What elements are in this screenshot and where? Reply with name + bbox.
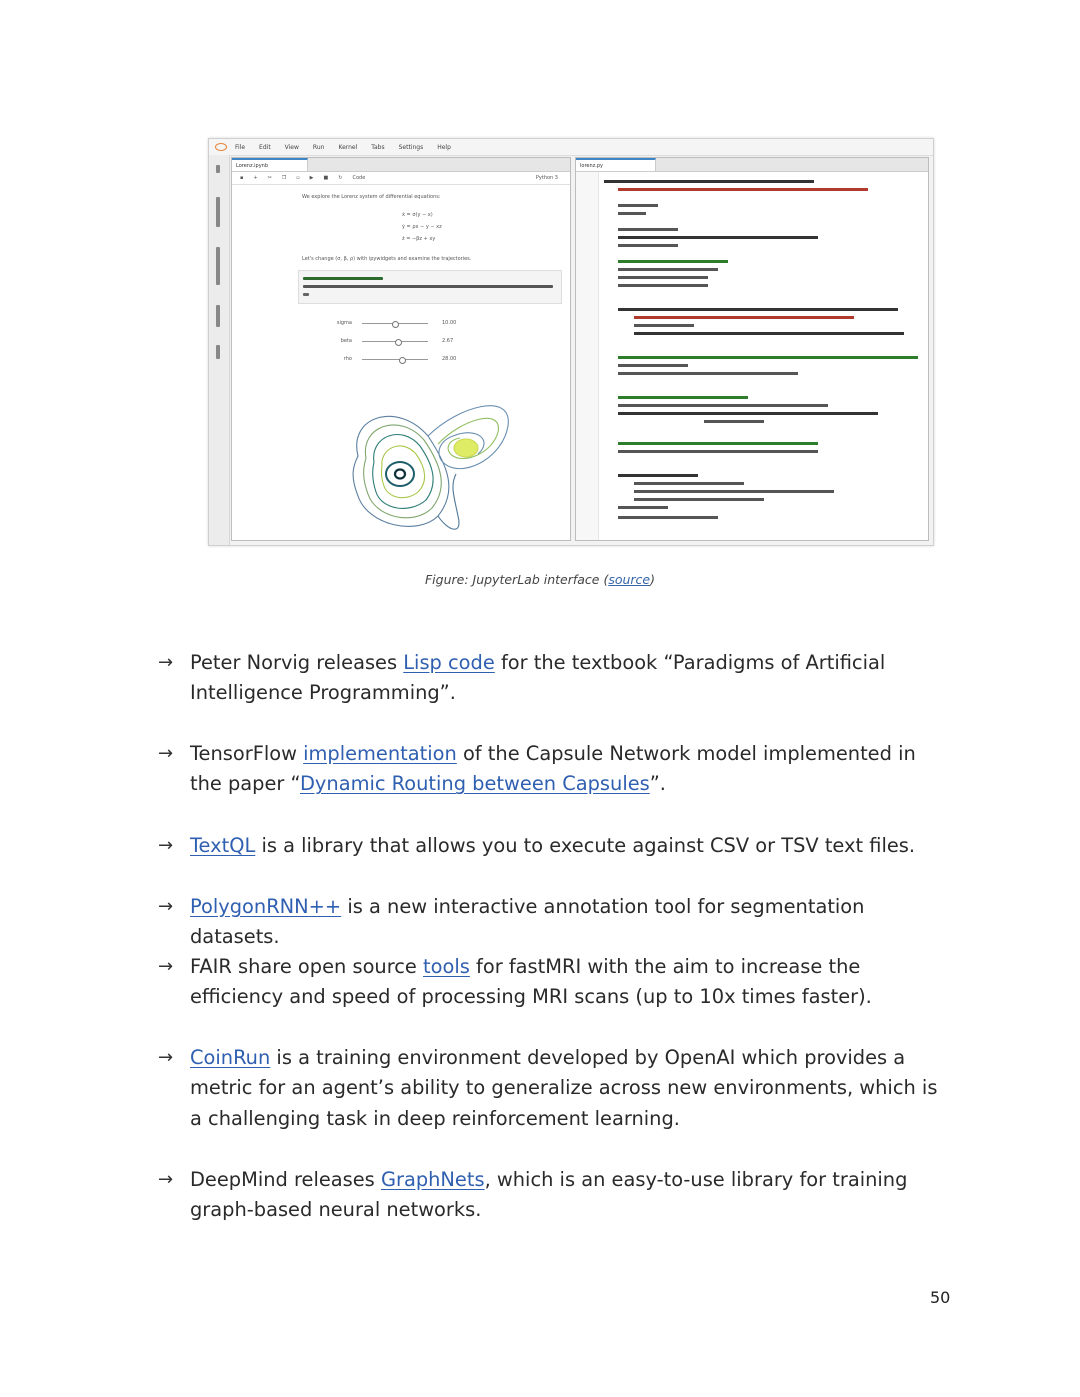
dynamic-routing-paper-link[interactable]: Dynamic Routing between Capsules xyxy=(300,772,650,796)
arrow-icon: → xyxy=(158,956,174,977)
notebook-toolbar xyxy=(232,172,570,185)
caption-prefix: Figure: JupyterLab interface ( xyxy=(424,572,609,587)
item-text-post: is a library that allows you to execute against CSV or TSV text files. xyxy=(255,834,916,857)
restart-icon: ↻ xyxy=(338,175,343,181)
cell-type-select: Code xyxy=(352,175,366,181)
add-cell-icon: + xyxy=(253,175,258,181)
slider-value: 2.67 xyxy=(442,338,454,344)
slider-label: beta xyxy=(340,338,352,344)
equation-2: ẏ = ρx − y − xz xyxy=(402,224,442,230)
slider-sigma xyxy=(328,318,478,328)
item-text-pre: TensorFlow xyxy=(190,742,304,765)
list-item-text xyxy=(190,831,952,861)
list-item-text xyxy=(190,1165,952,1226)
menu-help: Help xyxy=(437,143,451,151)
menu-edit: Edit xyxy=(259,143,271,151)
line-number-gutter xyxy=(576,172,599,540)
textql-link[interactable]: TextQL xyxy=(190,834,256,857)
figure-caption xyxy=(0,572,1080,587)
jupyter-logo-icon xyxy=(215,143,227,151)
tab-editor: lorenz.py xyxy=(576,158,656,171)
slider-beta xyxy=(328,336,478,346)
paste-icon: ▫ xyxy=(296,175,300,181)
fastmri-tools-link[interactable]: tools xyxy=(423,955,470,978)
slider-label: sigma xyxy=(336,320,352,326)
item-text-pre: DeepMind releases xyxy=(190,1168,381,1191)
change-text: Let's change (σ, β, ρ) with ipywidgets and examine the trajectories. xyxy=(302,256,472,262)
menu-run: Run xyxy=(312,143,325,151)
menu-file: File xyxy=(235,143,246,151)
arrow-icon: → xyxy=(158,835,174,856)
menu-settings: Settings xyxy=(398,143,424,151)
copy-icon: ❐ xyxy=(281,175,287,181)
equation-1: ẋ = σ(y − x) xyxy=(402,212,433,218)
code-line xyxy=(303,285,553,288)
folder-icon xyxy=(216,165,220,173)
menu-kernel: Kernel xyxy=(338,143,358,151)
code-line xyxy=(303,277,383,280)
implementation-link[interactable]: implementation xyxy=(303,742,457,765)
notebook-panel xyxy=(231,157,571,541)
item-text-post: is a new interactive annotation tool for segmentation datasets. xyxy=(190,895,865,949)
slider-knob xyxy=(392,321,399,328)
code-line xyxy=(303,293,309,296)
list-item-text xyxy=(190,952,952,1013)
item-text-pre: FAIR share open source xyxy=(190,955,424,978)
slider-value: 28.00 xyxy=(442,356,457,362)
list-item-text xyxy=(190,892,952,953)
coinrun-link[interactable]: CoinRun xyxy=(190,1046,271,1069)
jupyterlab-screenshot xyxy=(208,138,934,546)
page-number: 50 xyxy=(930,1288,951,1307)
lorenz-attractor-plot xyxy=(338,396,528,541)
item-text-post: , which is an easy-to-use library for training graph-based neural networks. xyxy=(190,1168,908,1222)
item-text-post: is a training environment developed by OpenAI which provides a metric for an agent’s ability to generalize across new environments, which is a challenging task in deep reinforcement learning. xyxy=(190,1046,938,1130)
caption-source-link[interactable]: source xyxy=(608,572,651,587)
cut-icon: ✂ xyxy=(267,175,272,181)
arrow-icon: → xyxy=(158,1169,174,1190)
running-tab-icon xyxy=(216,197,220,227)
cell-tools-icon xyxy=(216,305,220,327)
menu-view: View xyxy=(284,143,299,151)
item-text-mid: of the Capsule Network model implemented in the paper “ xyxy=(190,742,916,796)
code-cell xyxy=(298,270,562,304)
list-item-text xyxy=(190,739,952,800)
commands-tab-icon xyxy=(216,247,220,285)
app-menubar xyxy=(209,139,933,156)
slider-label: rho xyxy=(343,356,352,362)
tabs-icon xyxy=(216,345,220,359)
item-text-post: for the textbook “Paradigms of Artificial Intelligence Programming”. xyxy=(190,651,886,705)
code-editor-lines xyxy=(604,176,924,536)
run-icon: ▶ xyxy=(309,175,314,181)
caption-suffix: ) xyxy=(650,572,656,587)
slider-knob xyxy=(399,357,406,364)
list-item-text xyxy=(190,1043,952,1134)
stop-icon: ■ xyxy=(323,175,329,181)
arrow-icon: → xyxy=(158,896,174,917)
slider-rho xyxy=(328,354,478,364)
intro-text: We explore the Lorenz system of differential equations: xyxy=(302,194,441,200)
list-item-text xyxy=(190,648,952,709)
equation-3: ż = −βz + xy xyxy=(402,236,436,242)
save-icon: ▪ xyxy=(240,175,244,181)
menu-tabs: Tabs xyxy=(371,143,385,151)
graphnets-link[interactable]: GraphNets xyxy=(380,1168,485,1191)
arrow-icon: → xyxy=(158,1047,174,1068)
slider-value: 10.00 xyxy=(442,320,457,326)
editor-panel xyxy=(575,157,929,541)
slider-knob xyxy=(395,339,402,346)
slider-track xyxy=(362,359,428,360)
item-text-post: ”. xyxy=(649,772,666,796)
kernel-label: Python 3 xyxy=(535,175,558,181)
item-text-pre: Peter Norvig releases xyxy=(190,651,404,674)
polygonrnn-link[interactable]: PolygonRNN++ xyxy=(190,895,342,918)
activity-sidebar xyxy=(209,155,230,545)
arrow-icon: → xyxy=(158,652,174,673)
arrow-icon: → xyxy=(158,743,174,764)
tab-notebook: Lorenz.ipynb xyxy=(232,158,308,171)
item-text-post: for fastMRI with the aim to increase the efficiency and speed of processing MRI scans (up to 10x times faster). xyxy=(190,955,872,1009)
lisp-code-link[interactable]: Lisp code xyxy=(403,651,495,674)
